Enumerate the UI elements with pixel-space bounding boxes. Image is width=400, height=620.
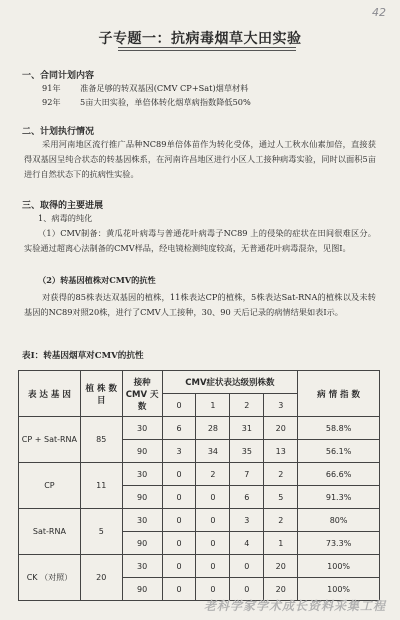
- genotype-cell: CK （对照）: [19, 555, 81, 601]
- header-grade: 3: [264, 394, 298, 417]
- index-cell: 56.1%: [298, 440, 380, 463]
- grade-cell: 0: [230, 578, 264, 601]
- grade-cell: 20: [264, 417, 298, 440]
- grade-cell: 0: [162, 463, 196, 486]
- grade-cell: 2: [264, 463, 298, 486]
- days-cell: 30: [122, 509, 162, 532]
- section-1-heading: 一、合同计划内容: [22, 71, 95, 81]
- index-cell: 80%: [298, 509, 380, 532]
- grade-cell: 0: [162, 555, 196, 578]
- genotype-cell: CP + Sat-RNA: [19, 417, 81, 463]
- archive-watermark: 老科学家学术成长资料采集工程: [203, 599, 386, 613]
- grade-cell: 0: [162, 532, 196, 555]
- grade-cell: 20: [264, 555, 298, 578]
- genotype-cell: Sat-RNA: [19, 509, 81, 555]
- grade-cell: 0: [196, 578, 230, 601]
- header-days: 接种 CMV 天数: [122, 371, 162, 417]
- header-grade: 2: [230, 394, 264, 417]
- days-cell: 90: [122, 486, 162, 509]
- grade-cell: 2: [264, 509, 298, 532]
- days-cell: 90: [122, 440, 162, 463]
- section-3-heading: 三、取得的主要进展: [22, 201, 104, 211]
- grade-cell: 0: [196, 509, 230, 532]
- grade-cell: 0: [230, 555, 264, 578]
- grade-cell: 2: [196, 463, 230, 486]
- days-cell: 30: [122, 417, 162, 440]
- table-row: [19, 417, 380, 440]
- grade-cell: 0: [162, 486, 196, 509]
- days-cell: 30: [122, 555, 162, 578]
- grade-cell: 0: [162, 578, 196, 601]
- plan-item-text: 准备足够的转双基因(CMV CP+Sat)烟草材料: [80, 83, 249, 93]
- page-number: 42: [372, 6, 386, 19]
- index-cell: 100%: [298, 578, 380, 601]
- header-grade: 1: [196, 394, 230, 417]
- plants-cell: 20: [80, 555, 122, 601]
- days-cell: 30: [122, 463, 162, 486]
- plan-item-text: 5亩大田实验，单倍体转化烟草病指数降低50%: [80, 97, 251, 107]
- days-cell: 90: [122, 578, 162, 601]
- index-cell: 58.8%: [298, 417, 380, 440]
- table-row: [19, 555, 380, 578]
- header-grade: 0: [162, 394, 196, 417]
- grade-cell: 6: [162, 417, 196, 440]
- grade-cell: 31: [230, 417, 264, 440]
- title-underline-2: [118, 50, 296, 51]
- grade-cell: 0: [162, 509, 196, 532]
- index-cell: 91.3%: [298, 486, 380, 509]
- index-cell: 66.6%: [298, 463, 380, 486]
- plants-cell: 11: [80, 463, 122, 509]
- resistance-paragraph: 对获得的85株表达双基因的植株，11株表达CP的植株，5株表达Sat-RNA的植株以及未转基因的NC89对照20株，进行了CMV人工接种，30、90 天后记录的病情结果如表Ⅰ示。: [24, 292, 376, 317]
- grade-cell: 4: [230, 532, 264, 555]
- days-cell: 90: [122, 532, 162, 555]
- cmv-preparation-paragraph: （1）CMV制备：黄瓜花叶病毒与普通花叶病毒子NC89 上的侵染的症状在田间很难区分。实验通过超离心法制备的CMV样品，经电镜检测纯度较高，无普通花叶病毒混杂，见图Ⅰ。: [24, 228, 376, 253]
- plan-item-year: 91年: [42, 83, 61, 93]
- title-underline: [118, 47, 296, 48]
- grade-cell: 20: [264, 578, 298, 601]
- grade-cell: 6: [230, 486, 264, 509]
- grade-cell: 5: [264, 486, 298, 509]
- grade-cell: 0: [196, 555, 230, 578]
- genotype-cell: CP: [19, 463, 81, 509]
- index-cell: 73.3%: [298, 532, 380, 555]
- grade-cell: 34: [196, 440, 230, 463]
- plants-cell: 85: [80, 417, 122, 463]
- table-row: [19, 463, 380, 486]
- grade-cell: 0: [196, 532, 230, 555]
- section-2-paragraph: 采用河南地区流行推广品种NC89单倍体苗作为转化受体，通过人工秋水仙素加倍，直接获得双基因呈纯合状态的转基因株系，在河南许昌地区进行小区人工接种病毒实验，同时以面积5亩进行自然状态下的抗病性实验。: [24, 139, 376, 179]
- header-index: 病 情 指 数: [298, 371, 380, 417]
- page-title: 子专题一：抗病毒烟草大田实验: [98, 31, 302, 47]
- table-caption: 表Ⅰ：转基因烟草对CMV的抗性: [22, 351, 144, 361]
- grade-cell: 3: [162, 440, 196, 463]
- plants-cell: 5: [80, 509, 122, 555]
- header-grade-group: CMV症状表达级别株数: [162, 371, 298, 394]
- grade-cell: 0: [196, 486, 230, 509]
- grade-cell: 3: [230, 509, 264, 532]
- grade-cell: 35: [230, 440, 264, 463]
- subsection-heading: （2）转基因植株对CMV的抗性: [38, 275, 156, 285]
- header-plants: 植 株 数 目: [80, 371, 122, 417]
- plan-item-year: 92年: [42, 97, 61, 107]
- section-2-heading: 二、计划执行情况: [22, 127, 95, 137]
- grade-cell: 1: [264, 532, 298, 555]
- subsection-heading: 1、病毒的纯化: [38, 213, 93, 223]
- grade-cell: 13: [264, 440, 298, 463]
- table-row: [19, 509, 380, 532]
- grade-cell: 28: [196, 417, 230, 440]
- index-cell: 100%: [298, 555, 380, 578]
- cmv-resistance-table: [18, 370, 380, 601]
- header-genotype: 表 达 基 因: [19, 371, 81, 417]
- grade-cell: 7: [230, 463, 264, 486]
